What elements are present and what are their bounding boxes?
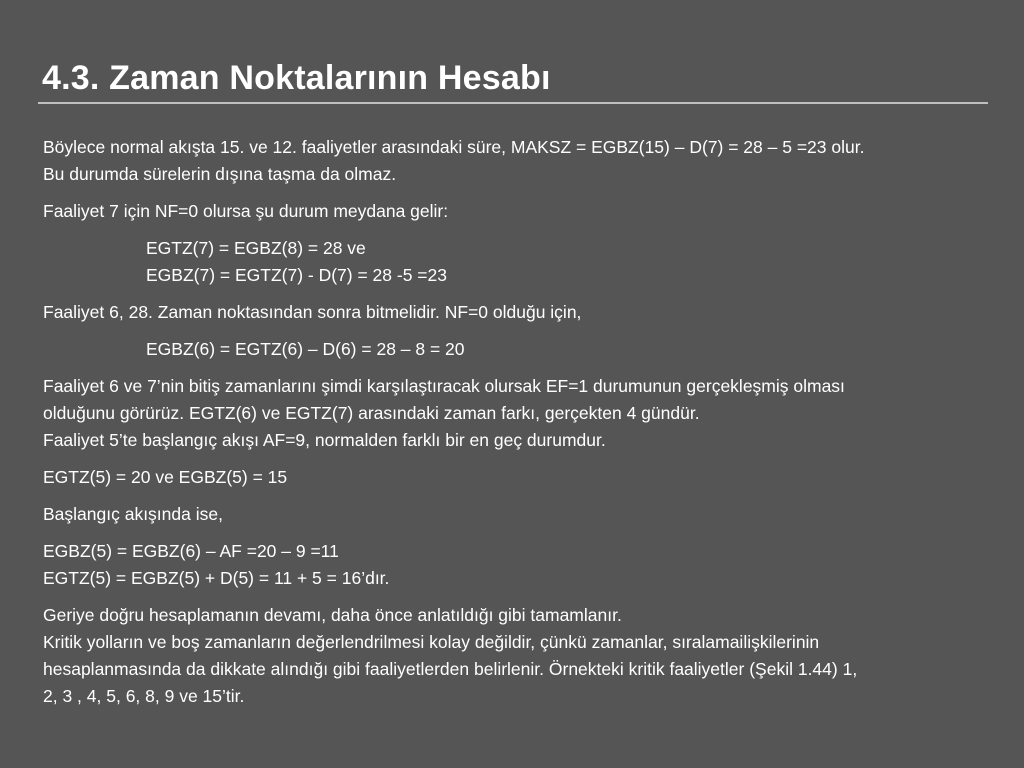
text-line: EGTZ(5) = 20 ve EGBZ(5) = 15: [43, 467, 288, 487]
text-line: Başlangıç akışında ise,: [43, 504, 223, 524]
paragraph-faaliyet-7: [43, 198, 998, 225]
text-line: 2, 3 , 4, 5, 6, 8, 9 ve 15’tir.: [43, 686, 245, 706]
text-line: Geriye doğru hesaplamanın devamı, daha önce anlatıldığı gibi tamamlanır.: [43, 605, 622, 625]
paragraph-baslangic: [43, 501, 998, 528]
text-line: Faaliyet 6 ve 7’nin bitiş zamanlarını şimdi karşılaştıracak olursak EF=1 durumunun gerçekleşmiş olması: [43, 376, 845, 396]
text-line: Faaliyet 6, 28. Zaman noktasından sonra bitmelidir. NF=0 olduğu için,: [43, 302, 582, 322]
formula-block-7: [43, 235, 998, 289]
text-line: Kritik yolların ve boş zamanların değerlendrilmesi kolay değildir, çünkü zamanlar, sıralamailişkilerinin: [43, 632, 820, 652]
paragraph-comparison: [43, 373, 998, 454]
formula-line: EGBZ(5) = EGBZ(6) – AF =20 – 9 =11: [43, 541, 339, 561]
formula-line: EGBZ(7) = EGTZ(7) - D(7) = 28 -5 =23: [146, 265, 447, 285]
formula-line: EGBZ(6) = EGTZ(6) – D(6) = 28 – 8 = 20: [146, 339, 465, 359]
text-line: Bu durumda sürelerin dışına taşma da olmaz.: [43, 164, 397, 184]
text-line: Faaliyet 7 için NF=0 olursa şu durum meydana gelir:: [43, 201, 449, 221]
title-divider: [38, 102, 988, 104]
formula-line: EGTZ(5) = EGBZ(5) + D(5) = 11 + 5 = 16’dır.: [43, 568, 390, 588]
slide-title: 4.3. Zaman Noktalarının Hesabı: [42, 59, 551, 97]
slide-body: [43, 134, 998, 720]
text-line: hesaplanmasında da dikkate alındığı gibi faaliyetlerden belirlenir. Örnekteki kritik faaliyetler (Şekil 1.44) 1,: [43, 659, 858, 679]
paragraph-conclusion: [43, 602, 998, 710]
formula-block-5: [43, 538, 998, 592]
text-line: Faaliyet 5’te başlangıç akışı AF=9, normalden farklı bir en geç durumdur.: [43, 430, 606, 450]
text-line: Böylece normal akışta 15. ve 12. faaliyetler arasındaki süre, MAKSZ = EGBZ(15) – D(7) = 28 – 5 =23 olur.: [43, 137, 865, 157]
text-line: olduğunu görürüz. EGTZ(6) ve EGTZ(7) arasındaki zaman farkı, gerçekten 4 gündür.: [43, 403, 700, 423]
paragraph-egtz5: [43, 464, 998, 491]
formula-line: EGTZ(7) = EGBZ(8) = 28 ve: [146, 238, 366, 258]
paragraph-maksz: [43, 134, 998, 188]
formula-block-6: [43, 336, 998, 363]
paragraph-faaliyet-6: [43, 299, 998, 326]
